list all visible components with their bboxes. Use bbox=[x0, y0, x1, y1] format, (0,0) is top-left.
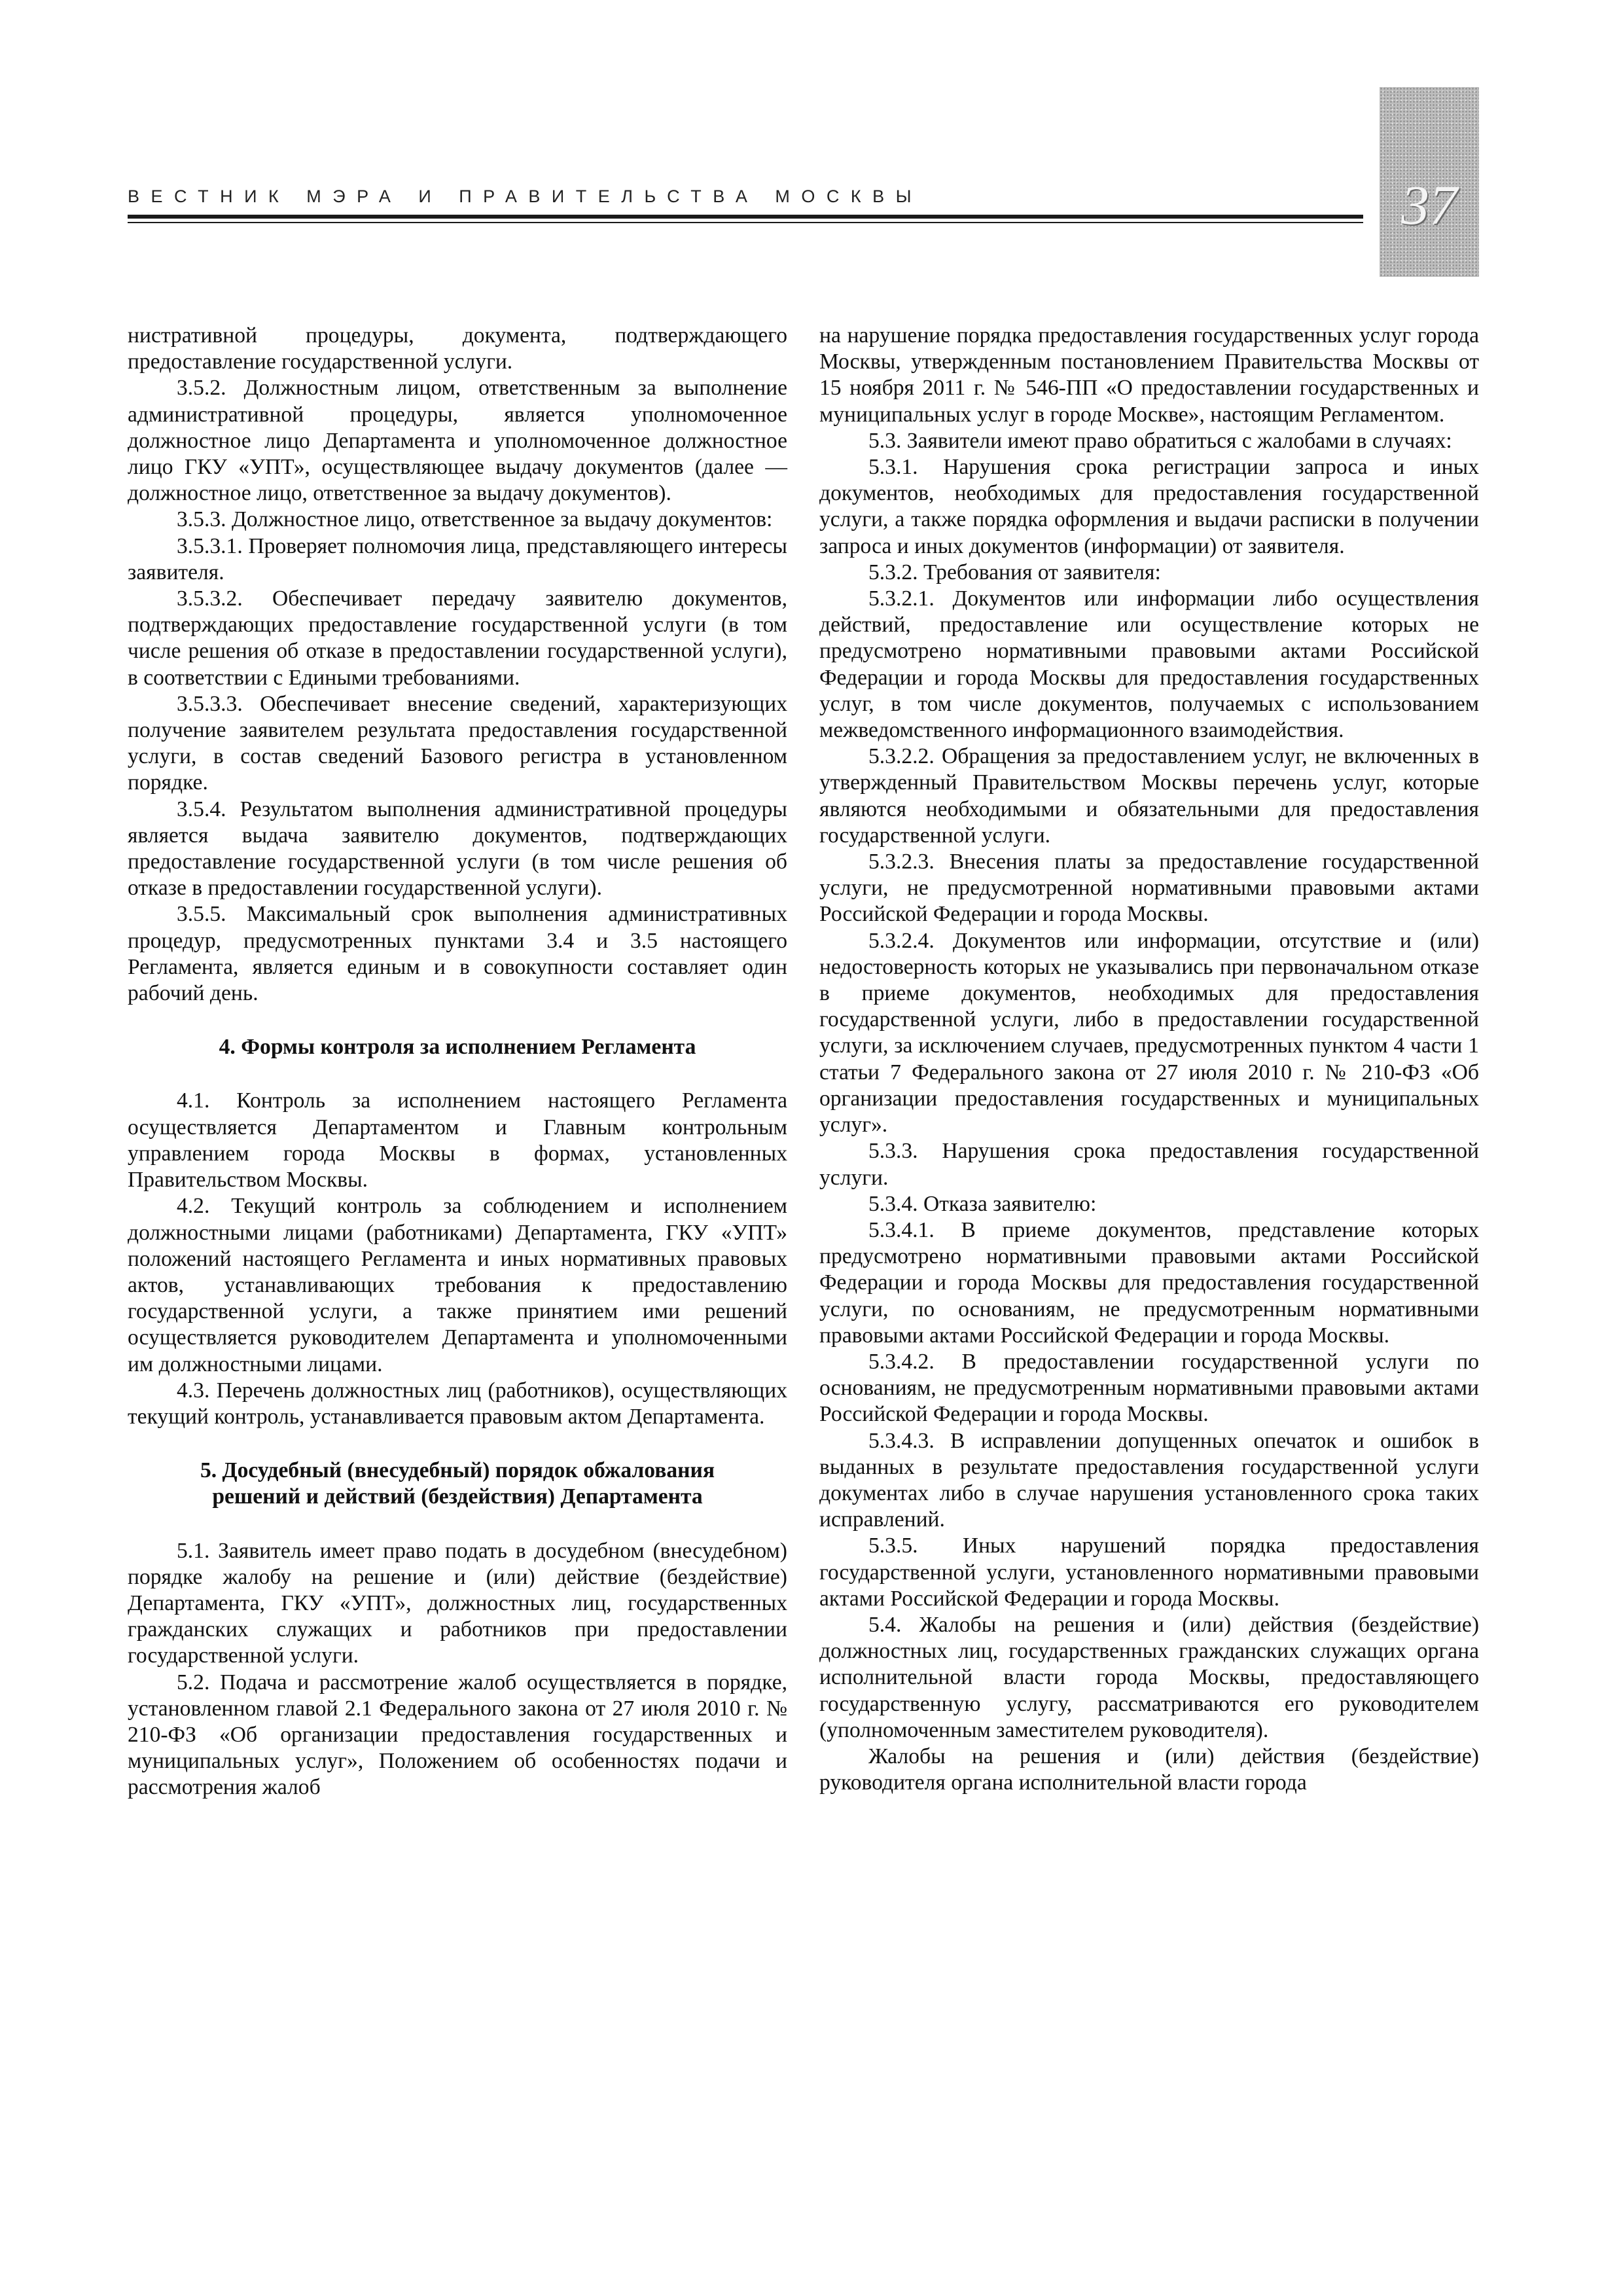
paragraph: нистративной процедуры, документа, подтверждающего предоставление государственной услуги. bbox=[128, 323, 787, 374]
paragraph: 3.5.3. Должностное лицо, ответственное за выдачу документов: bbox=[177, 507, 773, 532]
paragraph: 5.3.2. Требования от заявителя: bbox=[868, 560, 1161, 584]
page-number: 37 bbox=[1401, 173, 1457, 236]
paragraph: 3.5.5. Максимальный срок выполнения административных процедур, предусмотренных пунктами 3.4 и 3.5 настоящего Регламента, является единым и в совокупности составляет один рабочий день. bbox=[128, 902, 787, 1006]
paragraph: 4.1. Контроль за исполнением настоящего Регламента осуществляется Департаментом и Главным контрольным управлением города Москвы в формах, установленных Правительством Москвы. bbox=[128, 1088, 787, 1193]
left-column bbox=[128, 323, 787, 1801]
paragraph: 3.5.3.2. Обеспечивает передачу заявителю документов, подтверждающих предоставление государственной услуги (в том числе решения об отказе в предоставлении государственной услуги), в соответствии с Едиными требованиями. bbox=[128, 586, 787, 690]
paragraph: 5.3.3. Нарушения срока предоставления государственной услуги. bbox=[819, 1139, 1479, 1190]
paragraph: 5.3. Заявители имеют право обратиться с жалобами в случаях: bbox=[868, 428, 1452, 453]
paragraph: 3.5.4. Результатом выполнения административной процедуры является выдача заявителю документов, подтверждающих предоставление государственной услуги (в том числе решения об отказе в предоставлении государственной услуги). bbox=[128, 797, 787, 901]
running-header: ВЕСТНИК МЭРА И ПРАВИТЕЛЬСТВА МОСКВЫ bbox=[128, 187, 923, 206]
paragraph: 5.3.4.1. В приеме документов, представление которых предусмотрено нормативными правовыми актами Российской Федерации и города Москвы для предоставления государственной услуги, по основаниям, не предусмотренным нормативными правовыми актами Российской Федерации и города Москвы. bbox=[819, 1217, 1479, 1348]
paragraph: 5.1. Заявитель имеет право подать в досудебном (внесудебном) порядке жалобу на решение и (или) действие (бездействие) Департамента, ГКУ «УПТ», должностных лиц, государственных гражданских служащих и работников при предоставлении государственной услуги. bbox=[128, 1538, 787, 1668]
header-rule-thick bbox=[128, 215, 1363, 219]
paragraph: 5.3.5. Иных нарушений порядка предоставления государственной услуги, установленного нормативными правовыми актами Российской Федерации и города Москвы. bbox=[819, 1534, 1479, 1611]
paragraph: 5.4. Жалобы на решения и (или) действия (бездействие) должностных лиц, государственных гражданских служащих органа исполнительной власти города Москвы, предоставляющего государственную услугу, рассматриваются его руководителем (уполномоченным заместителем руководителя). bbox=[819, 1612, 1479, 1742]
paragraph: 5.3.2.1. Документов или информации либо осуществления действий, предоставление или осуществление которых не предусмотрено нормативными правовыми актами Российской Федерации и города Москвы для предоставления государственных услуг, в том числе документов, получаемых с использованием межведомственного информационного взаимодействия. bbox=[819, 586, 1479, 743]
section-5-heading-line-1: 5. Досудебный (внесудебный) порядок обжалования bbox=[200, 1458, 715, 1483]
paragraph: 5.3.4. Отказа заявителю: bbox=[868, 1191, 1097, 1216]
paragraph: 5.3.2.3. Внесения платы за предоставление государственной услуги, не предусмотренной нормативными правовыми актами Российской Федерации и города Москвы. bbox=[819, 850, 1479, 927]
paragraph: 5.3.4.2. В предоставлении государственной услуги по основаниям, не предусмотренным нормативными правовыми актами Российской Федерации и города Москвы. bbox=[819, 1349, 1479, 1427]
header-rule-thin bbox=[128, 222, 1363, 223]
paragraph: 5.3.4.3. В исправлении допущенных опечаток и ошибок в выданных в результате предоставления государственной услуги документах либо в случае нарушения установленного срока таких исправлений. bbox=[819, 1428, 1479, 1532]
paragraph: 3.5.3.1. Проверяет полномочия лица, представляющего интересы заявителя. bbox=[128, 533, 787, 584]
paragraph: Жалобы на решения и (или) действия (бездействие) руководителя органа исполнительной власти города bbox=[819, 1744, 1479, 1795]
paragraph: 4.2. Текущий контроль за соблюдением и исполнением должностными лицами (работниками) Департамента, ГКУ «УПТ» положений настоящего Регламента и иных нормативных правовых актов, устанавливающих требования к предоставлению государственной услуги, а также принятием ими решений осуществляется руководителем Департамента и уполномоченными им должностными лицами. bbox=[128, 1194, 787, 1376]
paragraph: 4.3. Перечень должностных лиц (работников), осуществляющих текущий контроль, устанавливается правовым актом Департамента. bbox=[128, 1378, 787, 1429]
paragraph: 3.5.3.3. Обеспечивает внесение сведений, характеризующих получение заявителем результата предоставления государственной услуги, в состав сведений Базового регистра в установленном порядке. bbox=[128, 691, 787, 795]
section-4-heading: 4. Формы контроля за исполнением Регламента bbox=[219, 1035, 696, 1060]
paragraph: 5.3.2.4. Документов или информации, отсутствие и (или) недостоверность которых не указывались при первоначальном отказе в приеме документов, необходимых для предоставления государственной услуги, либо в предоставлении государственной услуги, за исключением случаев, предусмотренных пунктом 4 части 1 статьи 7 Федерального закона от 27 июля 2010 г. № 210-ФЗ «Об организации предоставления государственных и муниципальных услуг». bbox=[819, 928, 1479, 1138]
right-column bbox=[819, 323, 1479, 1796]
section-5-heading-line-2: решений и действий (бездействия) Департамента bbox=[212, 1484, 703, 1509]
paragraph: 5.3.1. Нарушения срока регистрации запроса и иных документов, необходимых для предоставления государственной услуги, а также порядка оформления и выдачи расписки в получении запроса и иных документов (информации) от заявителя. bbox=[819, 455, 1479, 558]
paragraph: 3.5.2. Должностным лицом, ответственным за выполнение административной процедуры, является уполномоченное должностное лицо Департамента и уполномоченное должностное лицо ГКУ «УПТ», осуществляющее выдачу документов (далее — должностное лицо, ответственное за выдачу документов). bbox=[128, 376, 787, 506]
paragraph: на нарушение порядка предоставления государственных услуг города Москвы, утвержденным постановлением Правительства Москвы от 15 ноября 2011 г. № 546-ПП «О предоставлении государственных и муниципальных услуг в городе Москве», настоящим Регламентом. bbox=[819, 323, 1479, 427]
section-5-heading bbox=[128, 1458, 787, 1510]
paragraph: 5.2. Подача и рассмотрение жалоб осуществляется в порядке, установленном главой 2.1 Федерального закона от 27 июля 2010 г. № 210-ФЗ «Об организации предоставления государственных и муниципальных услуг», Положением об особенностях подачи и рассмотрения жалоб bbox=[128, 1670, 787, 1800]
paragraph: 5.3.2.2. Обращения за предоставлением услуг, не включенных в утвержденный Правительством Москвы перечень услуг, которые являются необходимыми и обязательными для предоставления государственной услуги. bbox=[819, 744, 1479, 848]
